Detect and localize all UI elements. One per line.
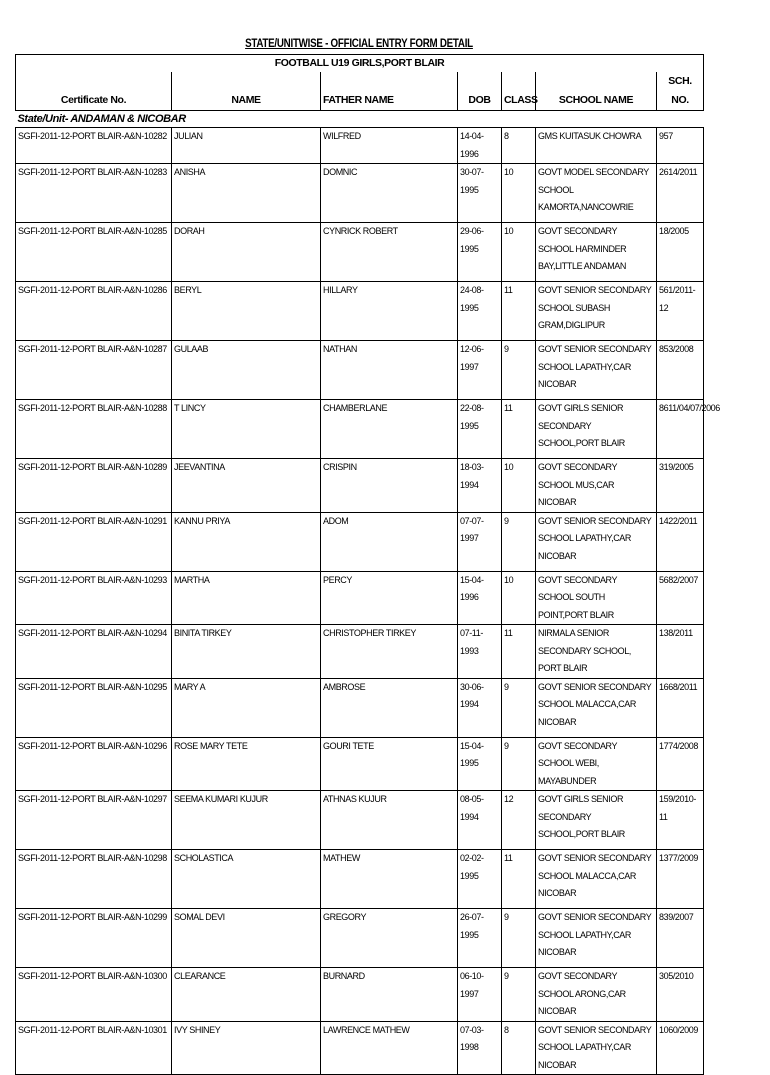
table-row [16,223,704,282]
cell-father: GOURI TETE [321,737,458,791]
page-title: STATE/UNITWISE - OFFICIAL ENTRY FORM DETAIL [245,38,473,50]
cell-father: WILFRED [321,128,458,164]
table-row [16,512,704,571]
cell-name: MARTHA [172,571,321,625]
cell-class: 9 [502,909,536,968]
cell-dob: 18-03-1994 [458,459,502,513]
table-row [16,737,704,791]
cell-name: BINITA TIRKEY [172,625,321,679]
cell-school: GOVT SECONDARY SCHOOL HARMINDER BAY,LITTLE ANDAMAN [536,223,657,282]
cell-cert: SGFI-2011-12-PORT BLAIR-A&N-10298 [16,850,172,909]
cell-sch-no: 561/2011-12 [657,282,704,341]
cell-father: ADOM [321,512,458,571]
cell-school: GOVT SECONDARY SCHOOL ARONG,CAR NICOBAR [536,968,657,1022]
table-row [16,571,704,625]
cell-dob: 07-07-1997 [458,512,502,571]
table-body [16,128,720,1075]
cell-name: CLEARANCE [172,968,321,1022]
cell-dob: 26-07-1995 [458,909,502,968]
cell-cert: SGFI-2011-12-PORT BLAIR-A&N-10293 [16,571,172,625]
cell-father: GREGORY [321,909,458,968]
cell-dob: 15-04-1996 [458,571,502,625]
table-row [16,625,704,679]
cell-name: SEEMA KUMARI KUJUR [172,791,321,850]
table-row [16,678,704,737]
col-header-father: FATHER NAME [321,72,458,111]
cell-dob: 06-10-1997 [458,968,502,1022]
cell-sch-no: 2614/2011 [657,164,704,223]
cell-father: CRISPIN [321,459,458,513]
table-row [16,341,704,400]
entry-table [15,54,720,1075]
cell-sch-no: 8611/04/07/2006 [657,400,704,459]
col-header-school: SCHOOL NAME [536,72,657,111]
cell-class: 10 [502,164,536,223]
table-row [16,909,704,968]
cell-sch-no: 305/2010 [657,968,704,1022]
cell-school: GOVT SENIOR SECONDARY SCHOOL MALACCA,CAR NICOBAR [536,850,657,909]
cell-cert: SGFI-2011-12-PORT BLAIR-A&N-10299 [16,909,172,968]
cell-cert: SGFI-2011-12-PORT BLAIR-A&N-10288 [16,400,172,459]
cell-school: GOVT SENIOR SECONDARY SCHOOL LAPATHY,CAR NICOBAR [536,1021,657,1075]
col-header-dob: DOB [458,72,502,111]
cell-sch-no: 1060/2009 [657,1021,704,1075]
cell-sch-no: 1774/2008 [657,737,704,791]
cell-name: BERYL [172,282,321,341]
cell-class: 11 [502,400,536,459]
cell-father: CHAMBERLANE [321,400,458,459]
cell-father: CHRISTOPHER TIRKEY [321,625,458,679]
cell-father: NATHAN [321,341,458,400]
cell-class: 11 [502,625,536,679]
cell-cert: SGFI-2011-12-PORT BLAIR-A&N-10291 [16,512,172,571]
cell-school: GOVT SENIOR SECONDARY SCHOOL LAPATHY,CAR NICOBAR [536,341,657,400]
cell-school: GOVT SECONDARY SCHOOL SOUTH POINT,PORT BLAIR [536,571,657,625]
cell-class: 10 [502,571,536,625]
table-row [16,282,704,341]
cell-sch-no: 159/2010-11 [657,791,704,850]
cell-cert: SGFI-2011-12-PORT BLAIR-A&N-10297 [16,791,172,850]
cell-class: 8 [502,1021,536,1075]
cell-school: NIRMALA SENIOR SECONDARY SCHOOL, PORT BLAIR [536,625,657,679]
cell-sch-no: 1422/2011 [657,512,704,571]
cell-cert: SGFI-2011-12-PORT BLAIR-A&N-10283 [16,164,172,223]
cell-class: 9 [502,968,536,1022]
cell-name: DORAH [172,223,321,282]
event-subtitle: FOOTBALL U19 GIRLS,PORT BLAIR [16,55,704,73]
cell-father: AMBROSE [321,678,458,737]
cell-school: GOVT SENIOR SECONDARY SCHOOL LAPATHY,CAR NICOBAR [536,512,657,571]
cell-dob: 02-02-1995 [458,850,502,909]
cell-name: SCHOLASTICA [172,850,321,909]
table-row [16,791,704,850]
cell-name: GULAAB [172,341,321,400]
cell-dob: 07-11-1993 [458,625,502,679]
table-row [16,128,704,164]
cell-father: HILLARY [321,282,458,341]
col-header-name: NAME [172,72,321,111]
cell-father: CYNRICK ROBERT [321,223,458,282]
cell-school: GOVT MODEL SECONDARY SCHOOL KAMORTA,NANCOWRIE [536,164,657,223]
cell-sch-no: 319/2005 [657,459,704,513]
cell-class: 12 [502,791,536,850]
cell-dob: 08-05-1994 [458,791,502,850]
cell-sch-no: 138/2011 [657,625,704,679]
cell-cert: SGFI-2011-12-PORT BLAIR-A&N-10296 [16,737,172,791]
cell-name: JULIAN [172,128,321,164]
cell-class: 9 [502,512,536,571]
table-row [16,1021,704,1075]
cell-father: PERCY [321,571,458,625]
entry-form-sheet [15,34,720,1075]
cell-class: 8 [502,128,536,164]
cell-dob: 24-08-1995 [458,282,502,341]
table-row [16,850,704,909]
col-header-class: CLASS [502,72,536,111]
cell-cert: SGFI-2011-12-PORT BLAIR-A&N-10282 [16,128,172,164]
cell-name: KANNU PRIYA [172,512,321,571]
cell-dob: 22-08-1995 [458,400,502,459]
cell-sch-no: 839/2007 [657,909,704,968]
cell-class: 9 [502,341,536,400]
cell-dob: 12-06-1997 [458,341,502,400]
cell-school: GOVT SECONDARY SCHOOL WEBI, MAYABUNDER [536,737,657,791]
cell-school: GOVT SENIOR SECONDARY SCHOOL LAPATHY,CAR NICOBAR [536,909,657,968]
cell-name: IVY SHINEY [172,1021,321,1075]
cell-father: BURNARD [321,968,458,1022]
cell-cert: SGFI-2011-12-PORT BLAIR-A&N-10300 [16,968,172,1022]
subtitle-row [16,55,704,73]
cell-cert: SGFI-2011-12-PORT BLAIR-A&N-10286 [16,282,172,341]
cell-father: ATHNAS KUJUR [321,791,458,850]
cell-name: MARY A [172,678,321,737]
cell-father: LAWRENCE MATHEW [321,1021,458,1075]
cell-school: GOVT SECONDARY SCHOOL MUS,CAR NICOBAR [536,459,657,513]
cell-name: SOMAL DEVI [172,909,321,968]
cell-name: ROSE MARY TETE [172,737,321,791]
col-header-cert: Certificate No. [16,72,172,111]
cell-dob: 15-04-1995 [458,737,502,791]
cell-name: JEEVANTINA [172,459,321,513]
cell-school: GMS KUITASUK CHOWRA [536,128,657,164]
cell-school: GOVT GIRLS SENIOR SECONDARY SCHOOL,PORT BLAIR [536,400,657,459]
cell-sch-no: 5682/2007 [657,571,704,625]
col-header-sch-no: SCH. NO. [657,72,704,111]
cell-school: GOVT SENIOR SECONDARY SCHOOL SUBASH GRAM,DIGLIPUR [536,282,657,341]
cell-cert: SGFI-2011-12-PORT BLAIR-A&N-10301 [16,1021,172,1075]
header-row [16,72,704,111]
cell-class: 11 [502,850,536,909]
table-row [16,968,704,1022]
cell-name: T LINCY [172,400,321,459]
cell-school: GOVT GIRLS SENIOR SECONDARY SCHOOL,PORT BLAIR [536,791,657,850]
cell-sch-no: 1377/2009 [657,850,704,909]
cell-class: 10 [502,459,536,513]
cell-cert: SGFI-2011-12-PORT BLAIR-A&N-10285 [16,223,172,282]
table-row [16,164,704,223]
cell-cert: SGFI-2011-12-PORT BLAIR-A&N-10295 [16,678,172,737]
cell-sch-no: 18/2005 [657,223,704,282]
cell-dob: 30-06-1994 [458,678,502,737]
cell-father: MATHEW [321,850,458,909]
cell-class: 9 [502,737,536,791]
state-label: State/Unit- ANDAMAN & NICOBAR [17,113,186,125]
table-row [16,459,704,513]
cell-cert: SGFI-2011-12-PORT BLAIR-A&N-10289 [16,459,172,513]
cell-class: 11 [502,282,536,341]
cell-dob: 30-07-1995 [458,164,502,223]
cell-dob: 07-03-1998 [458,1021,502,1075]
cell-father: DOMNIC [321,164,458,223]
cell-name: ANISHA [172,164,321,223]
cell-sch-no: 853/2008 [657,341,704,400]
cell-cert: SGFI-2011-12-PORT BLAIR-A&N-10294 [16,625,172,679]
cell-dob: 29-06-1995 [458,223,502,282]
cell-sch-no: 957 [657,128,704,164]
cell-school: GOVT SENIOR SECONDARY SCHOOL MALACCA,CAR NICOBAR [536,678,657,737]
cell-class: 9 [502,678,536,737]
cell-sch-no: 1668/2011 [657,678,704,737]
cell-cert: SGFI-2011-12-PORT BLAIR-A&N-10287 [16,341,172,400]
cell-dob: 14-04-1996 [458,128,502,164]
cell-class: 10 [502,223,536,282]
state-row [16,111,704,128]
table-row [16,400,704,459]
